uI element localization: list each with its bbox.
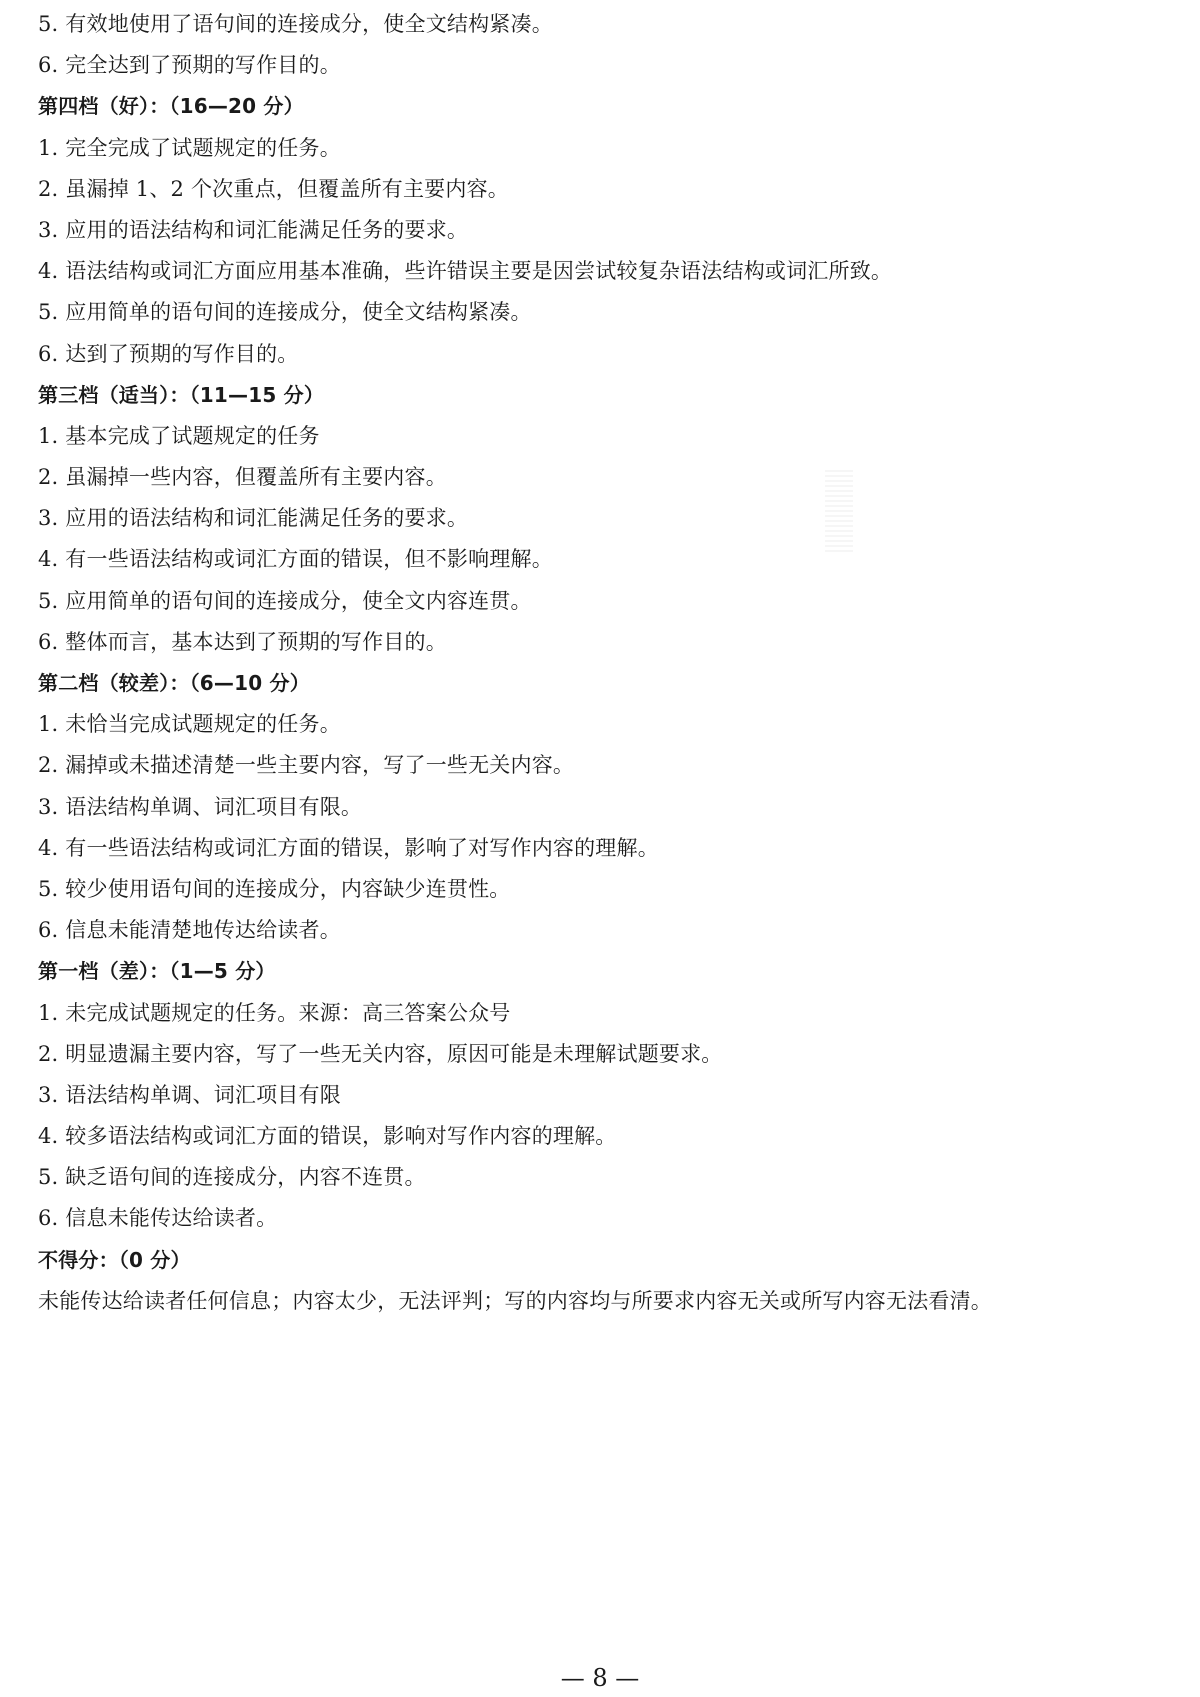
rubric-line: 5. 应用简单的语句间的连接成分，使全文内容连贯。: [38, 588, 532, 613]
rubric-line: 5. 有效地使用了语句间的连接成分，使全文结构紧凑。: [38, 12, 553, 36]
rubric-line: 2. 虽漏掉一些内容，但覆盖所有主要内容。: [38, 465, 447, 490]
rubric-line: 6. 信息未能传达给读者。: [38, 1206, 278, 1231]
grade-heading-1: 第一档（差）：（1—5 分）: [38, 959, 276, 984]
rubric-line: 1. 未恰当完成试题规定的任务。: [38, 712, 341, 737]
rubric-line: 2. 漏掉或未描述清楚一些主要内容，写了一些无关内容。: [38, 753, 575, 778]
rubric-line: 4. 有一些语法结构或词汇方面的错误，影响了对写作内容的理解。: [38, 835, 659, 860]
rubric-line: 未能传达给读者任何信息；内容太少，无法评判；写的内容均与所要求内容无关或所写内容无法看清。: [38, 1288, 992, 1313]
rubric-line: 6. 完全达到了预期的写作目的。: [38, 53, 341, 78]
grade-heading-2: 第二档（较差）：（6—10 分）: [38, 671, 310, 695]
rubric-line: 2. 明显遗漏主要内容，写了一些无关内容，原因可能是未理解试题要求。: [38, 1041, 723, 1066]
rubric-line: 2. 虽漏掉 1、2 个次重点，但覆盖所有主要内容。: [38, 176, 509, 201]
rubric-line: 4. 较多语法结构或词汇方面的错误，影响对写作内容的理解。: [38, 1124, 617, 1149]
rubric-line: 1. 完全完成了试题规定的任务。: [38, 135, 341, 160]
rubric-line: 3. 应用的语法结构和词汇能满足任务的要求。: [38, 506, 469, 531]
rubric-line: 3. 语法结构单调、词汇项目有限: [38, 1082, 341, 1107]
rubric-line: 5. 较少使用语句间的连接成分，内容缺少连贯性。: [38, 876, 511, 901]
rubric-line: 6. 达到了预期的写作目的。: [38, 341, 299, 366]
rubric-line: 6. 整体而言，基本达到了预期的写作目的。: [38, 629, 447, 654]
rubric-line: 1. 未完成试题规定的任务。来源：高三答案公众号: [38, 1000, 511, 1025]
grade-heading-0: 不得分：（0 分）: [38, 1247, 191, 1272]
rubric-line: 3. 应用的语法结构和词汇能满足任务的要求。: [38, 217, 469, 242]
rubric-line: 4. 语法结构或词汇方面应用基本准确，些许错误主要是因尝试较复杂语法结构或词汇所致。: [38, 259, 893, 284]
grade-heading-3: 第三档（适当）：（11—15 分）: [38, 382, 325, 407]
page-number: — 8 —: [560, 1664, 640, 1692]
rubric-line: 5. 缺乏语句间的连接成分，内容不连贯。: [38, 1165, 426, 1190]
rubric-line: 4. 有一些语法结构或词汇方面的错误，但不影响理解。: [38, 547, 553, 572]
rubric-line: 5. 应用简单的语句间的连接成分，使全文结构紧凑。: [38, 300, 532, 325]
rubric-line: 6. 信息未能清楚地传达给读者。: [38, 918, 341, 943]
scan-artifact: [825, 470, 853, 552]
scoring-rubric: [38, 4, 1158, 1322]
rubric-line: 3. 语法结构单调、词汇项目有限。: [38, 794, 363, 819]
grade-heading-4: 第四档（好）：（16—20 分）: [38, 94, 304, 119]
rubric-line: 1. 基本完成了试题规定的任务: [38, 423, 320, 448]
